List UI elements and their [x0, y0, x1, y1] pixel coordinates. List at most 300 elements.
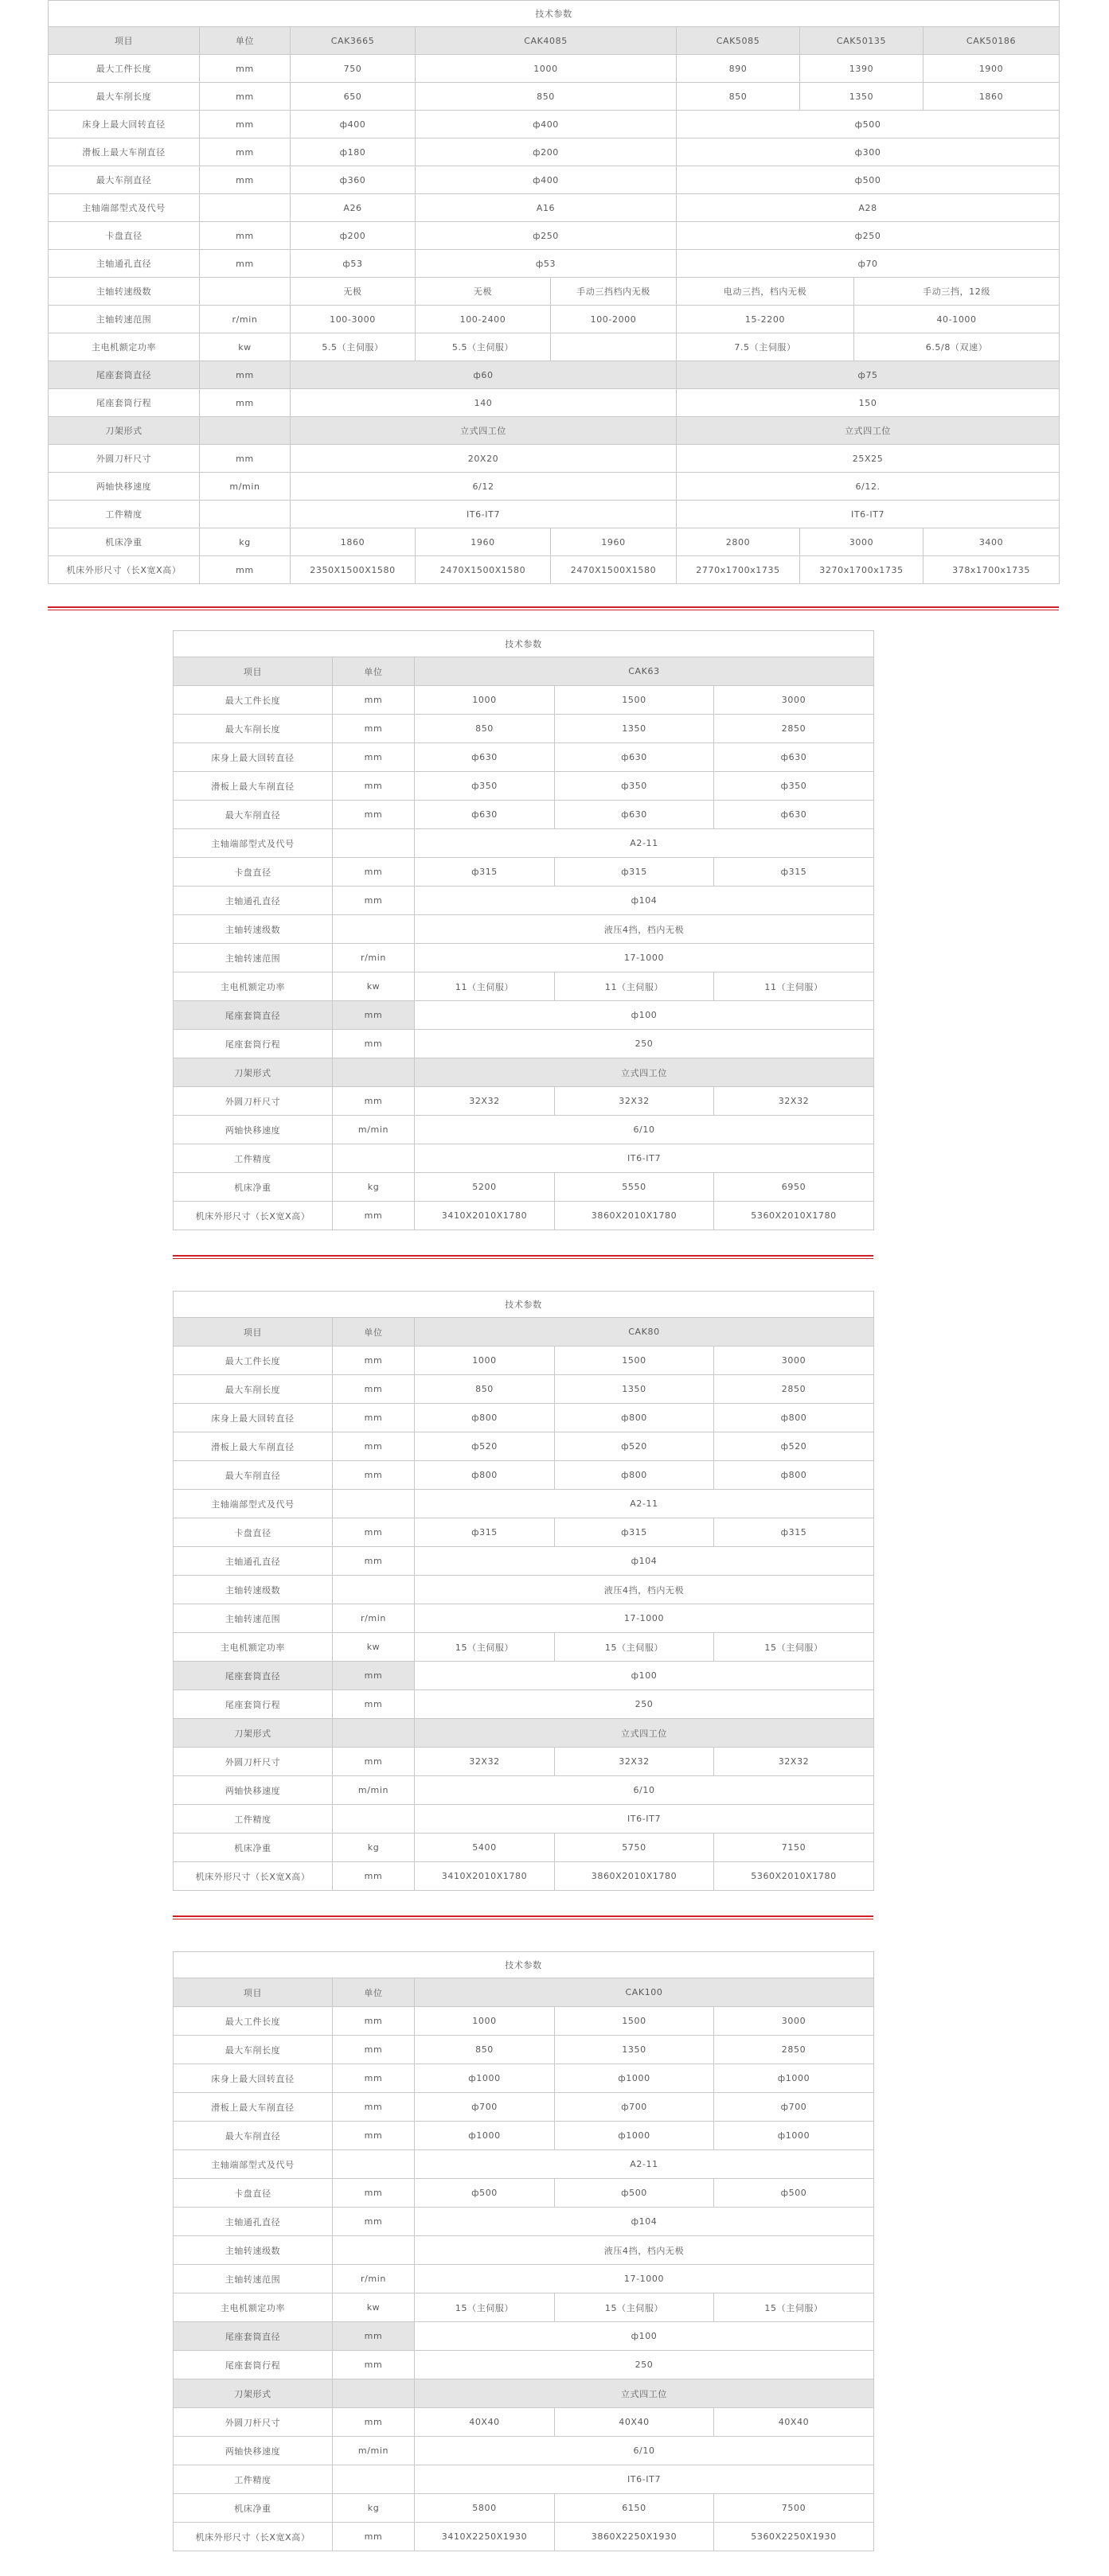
table-header-row [49, 27, 1060, 55]
value-cell: ф200 [291, 222, 416, 250]
value-cell: 3000 [714, 686, 874, 715]
spec-table-4 [173, 1951, 874, 2551]
value-cell: 液压4挡，档内无极 [415, 915, 874, 944]
param-name: 机床净重 [174, 2494, 333, 2523]
param-name: 滑板上最大车削直径 [174, 2093, 333, 2122]
value-cell: ф180 [291, 138, 416, 166]
param-name: 刀架形式 [174, 2379, 333, 2408]
param-name: 尾座套筒直径 [174, 2322, 333, 2351]
param-name: 滑板上最大车削直径 [174, 772, 333, 801]
unit-cell: mm [333, 1862, 415, 1891]
value-cell: 1960 [551, 528, 677, 556]
param-name: 主轴转速级数 [174, 915, 333, 944]
param-name: 最大车削直径 [174, 2122, 333, 2150]
value-cell: 6/10 [415, 2437, 874, 2465]
param-name: 滑板上最大车削直径 [174, 1432, 333, 1461]
unit-cell: r/min [333, 2265, 415, 2293]
table-row [174, 1432, 874, 1461]
value-cell: 2470X1500X1580 [551, 556, 677, 584]
value-cell: 7150 [714, 1834, 874, 1862]
value-cell: IT6-IT7 [677, 501, 1060, 528]
table-row [174, 2322, 874, 2351]
value-cell: 3860X2010X1780 [555, 1202, 714, 1230]
value-cell: 立式四工位 [415, 2379, 874, 2408]
param-name: 主轴转速范围 [174, 1604, 333, 1633]
param-name: 两轴快移速度 [49, 473, 200, 501]
header-cell: CAK50186 [924, 27, 1060, 55]
unit-cell: r/min [333, 1604, 415, 1633]
table-row [174, 2208, 874, 2236]
table-row [49, 166, 1060, 194]
table-row [174, 1346, 874, 1375]
table-title: 技术参数 [174, 631, 874, 657]
value-cell: 250 [415, 2351, 874, 2379]
unit-cell: mm [333, 1202, 415, 1230]
param-name: 主电机额定功率 [49, 333, 200, 361]
param-name: 工件精度 [174, 2465, 333, 2494]
value-cell: ф500 [555, 2179, 714, 2208]
unit-cell [333, 1805, 415, 1834]
value-cell: ф315 [415, 858, 555, 887]
unit-cell: kg [200, 528, 291, 556]
unit-cell: mm [333, 686, 415, 715]
value-cell: 2850 [714, 715, 874, 743]
value-cell: 6150 [555, 2494, 714, 2523]
table-row [174, 2093, 874, 2122]
table-row [174, 2293, 874, 2322]
value-cell: ф70 [677, 250, 1060, 278]
unit-cell [333, 1058, 415, 1087]
value-cell: 5800 [415, 2494, 555, 2523]
table-row [174, 1001, 874, 1030]
value-cell: 40X40 [555, 2408, 714, 2437]
param-name: 尾座套筒行程 [174, 1030, 333, 1058]
value-cell: 5200 [415, 1173, 555, 1202]
value-cell: ф500 [677, 166, 1060, 194]
value-cell: ф104 [415, 2208, 874, 2236]
table-row [49, 333, 1060, 361]
value-cell: 3860X2250X1930 [555, 2523, 714, 2551]
param-name: 主电机额定功率 [174, 972, 333, 1001]
header-cell: 项目 [174, 1978, 333, 2007]
table-row [174, 1748, 874, 1776]
table-row [174, 915, 874, 944]
table-row [174, 1834, 874, 1862]
table-title: 技术参数 [49, 1, 1060, 27]
value-cell: 1350 [555, 715, 714, 743]
value-cell: ф800 [415, 1404, 555, 1432]
param-name: 尾座套筒直径 [174, 1662, 333, 1690]
table-row [49, 389, 1060, 417]
value-cell: 850 [677, 83, 800, 111]
unit-cell: mm [200, 83, 291, 111]
param-name: 机床净重 [174, 1173, 333, 1202]
param-name: 刀架形式 [174, 1719, 333, 1748]
param-name: 工件精度 [49, 501, 200, 528]
value-cell: 11（主伺服） [555, 972, 714, 1001]
table-row [174, 1862, 874, 1891]
table-row [174, 2265, 874, 2293]
value-cell: A2-11 [415, 1490, 874, 1518]
value-cell: IT6-IT7 [291, 501, 677, 528]
value-cell: 3860X2010X1780 [555, 1862, 714, 1891]
value-cell: A16 [416, 194, 677, 222]
value-cell: A2-11 [415, 2150, 874, 2179]
param-name: 主轴端部型式及代号 [174, 1490, 333, 1518]
unit-cell: mm [333, 1375, 415, 1404]
value-cell: 6.5/8（双速） [854, 333, 1060, 361]
unit-cell: r/min [333, 944, 415, 972]
value-cell: 15（主伺服） [415, 2293, 555, 2322]
table-row [49, 250, 1060, 278]
value-cell: 11（主伺服） [415, 972, 555, 1001]
value-cell: 15（主伺服） [415, 1633, 555, 1662]
unit-cell: mm [333, 1690, 415, 1719]
value-cell: 液压4挡，档内无极 [415, 2236, 874, 2265]
table-row [49, 501, 1060, 528]
value-cell: 32X32 [415, 1087, 555, 1116]
unit-cell: mm [333, 2122, 415, 2150]
value-cell: 2850 [714, 1375, 874, 1404]
value-cell: 3000 [714, 2007, 874, 2036]
param-name: 机床净重 [49, 528, 200, 556]
header-cell: CAK80 [415, 1318, 874, 1346]
unit-cell: mm [200, 111, 291, 138]
unit-cell: mm [333, 1662, 415, 1690]
table-row [174, 801, 874, 829]
value-cell: 1860 [291, 528, 416, 556]
table-row [174, 1690, 874, 1719]
param-name: 工件精度 [174, 1144, 333, 1173]
value-cell: 32X32 [555, 1748, 714, 1776]
table-header-row [174, 657, 874, 686]
param-name: 最大工件长度 [49, 55, 200, 83]
table-row [174, 2351, 874, 2379]
table-row [174, 1518, 874, 1547]
param-name: 主轴端部型式及代号 [49, 194, 200, 222]
unit-cell: mm [333, 1518, 415, 1547]
table-row [174, 1776, 874, 1805]
value-cell: ф350 [415, 772, 555, 801]
value-cell: ф630 [415, 801, 555, 829]
value-cell: 890 [677, 55, 800, 83]
spec-table-2 [173, 630, 874, 1230]
param-name: 两轴快移速度 [174, 1776, 333, 1805]
value-cell: 1350 [555, 1375, 714, 1404]
value-cell: 立式四工位 [415, 1719, 874, 1748]
value-cell: ф1000 [555, 2064, 714, 2093]
value-cell: 17-1000 [415, 2265, 874, 2293]
value-cell: ф315 [555, 1518, 714, 1547]
table-row [174, 1461, 874, 1490]
param-name: 机床外形尺寸（长X宽X高） [49, 556, 200, 584]
value-cell: 5400 [415, 1834, 555, 1862]
param-name: 卡盘直径 [49, 222, 200, 250]
table-row [174, 715, 874, 743]
unit-cell [333, 1719, 415, 1748]
value-cell: 1000 [415, 686, 555, 715]
table-row [174, 1202, 874, 1230]
value-cell: ф630 [714, 743, 874, 772]
value-cell: 无极 [291, 278, 416, 306]
value-cell: 5360X2010X1780 [714, 1862, 874, 1891]
value-cell: ф800 [714, 1404, 874, 1432]
value-cell: 2850 [714, 2036, 874, 2064]
value-cell: ф104 [415, 887, 874, 915]
table-row [49, 194, 1060, 222]
unit-cell: mm [333, 2064, 415, 2093]
value-cell: 3400 [924, 528, 1060, 556]
value-cell: 15-2200 [677, 306, 854, 333]
table-row [49, 306, 1060, 333]
table-row [174, 887, 874, 915]
value-cell: 250 [415, 1030, 874, 1058]
value-cell: 1960 [416, 528, 551, 556]
param-name: 刀架形式 [174, 1058, 333, 1087]
value-cell: 3410X2250X1930 [415, 2523, 555, 2551]
value-cell: ф104 [415, 1547, 874, 1576]
param-name: 主轴通孔直径 [174, 1547, 333, 1576]
param-name: 床身上最大回转直径 [49, 111, 200, 138]
value-cell: 378x1700x1735 [924, 556, 1060, 584]
value-cell: 5550 [555, 1173, 714, 1202]
param-name: 机床外形尺寸（长X宽X高） [174, 2523, 333, 2551]
value-cell: ф100 [415, 1662, 874, 1690]
param-name: 尾座套筒行程 [174, 1690, 333, 1719]
value-cell: ф500 [415, 2179, 555, 2208]
unit-cell: mm [200, 138, 291, 166]
table-row [49, 138, 1060, 166]
value-cell: 手动三挡，12级 [854, 278, 1060, 306]
unit-cell: kw [333, 1633, 415, 1662]
value-cell: 850 [415, 715, 555, 743]
param-name: 最大车削长度 [174, 715, 333, 743]
value-cell: ф1000 [714, 2064, 874, 2093]
value-cell: ф630 [714, 801, 874, 829]
red-divider [173, 1255, 873, 1259]
value-cell: IT6-IT7 [415, 2465, 874, 2494]
unit-cell: mm [200, 222, 291, 250]
header-cell: 项目 [49, 27, 200, 55]
value-cell: 立式四工位 [677, 417, 1060, 445]
table-title: 技术参数 [174, 1292, 874, 1318]
param-name: 尾座套筒直径 [174, 1001, 333, 1030]
param-name: 主轴通孔直径 [174, 2208, 333, 2236]
unit-cell: mm [333, 2036, 415, 2064]
value-cell: ф400 [416, 166, 677, 194]
unit-cell: mm [200, 55, 291, 83]
value-cell: 6/12. [677, 473, 1060, 501]
table-row [174, 1719, 874, 1748]
table-row [174, 2036, 874, 2064]
value-cell: 1350 [800, 83, 924, 111]
param-name: 主轴转速级数 [174, 2236, 333, 2265]
value-cell: ф350 [714, 772, 874, 801]
unit-cell: mm [333, 1346, 415, 1375]
param-name: 外圆刀杆尺寸 [174, 1748, 333, 1776]
param-name: 最大车削直径 [174, 1461, 333, 1490]
value-cell: 250 [415, 1690, 874, 1719]
unit-cell: mm [333, 2179, 415, 2208]
table-row [174, 2007, 874, 2036]
value-cell: 3270x1700x1735 [800, 556, 924, 584]
value-cell: 5.5（主伺服） [416, 333, 551, 361]
value-cell: ф800 [415, 1461, 555, 1490]
param-name: 主轴端部型式及代号 [174, 2150, 333, 2179]
value-cell: 5.5（主伺服） [291, 333, 416, 361]
value-cell: ф1000 [555, 2122, 714, 2150]
table-row [174, 1375, 874, 1404]
unit-cell [200, 194, 291, 222]
unit-cell: m/min [200, 473, 291, 501]
table-row [174, 972, 874, 1001]
param-name: 主电机额定功率 [174, 2293, 333, 2322]
value-cell: ф500 [677, 111, 1060, 138]
table-row [174, 1116, 874, 1144]
unit-cell: mm [200, 361, 291, 389]
value-cell: ф500 [714, 2179, 874, 2208]
header-cell: CAK5085 [677, 27, 800, 55]
unit-cell: mm [333, 2007, 415, 2036]
table-row [49, 528, 1060, 556]
value-cell: 6/10 [415, 1776, 874, 1805]
unit-cell [333, 915, 415, 944]
value-cell: 6/12 [291, 473, 677, 501]
header-cell: 项目 [174, 657, 333, 686]
value-cell: ф60 [291, 361, 677, 389]
unit-cell: mm [333, 1461, 415, 1490]
unit-cell: mm [333, 2408, 415, 2437]
unit-cell: mm [333, 1087, 415, 1116]
value-cell: 立式四工位 [415, 1058, 874, 1087]
value-cell: ф360 [291, 166, 416, 194]
param-name: 尾座套筒行程 [49, 389, 200, 417]
param-name: 主电机额定功率 [174, 1633, 333, 1662]
unit-cell: m/min [333, 1116, 415, 1144]
value-cell: ф700 [714, 2093, 874, 2122]
param-name: 主轴转速范围 [49, 306, 200, 333]
header-cell: CAK100 [415, 1978, 874, 2007]
header-cell: 单位 [200, 27, 291, 55]
value-cell: ф1000 [415, 2122, 555, 2150]
value-cell: ф800 [714, 1461, 874, 1490]
value-cell: 1350 [555, 2036, 714, 2064]
unit-cell [333, 1576, 415, 1604]
value-cell: ф700 [415, 2093, 555, 2122]
table-row [49, 473, 1060, 501]
table-row [174, 1662, 874, 1690]
value-cell: 1900 [924, 55, 1060, 83]
param-name: 两轴快移速度 [174, 1116, 333, 1144]
table-row [174, 2064, 874, 2093]
table-header-row [174, 1318, 874, 1346]
unit-cell [333, 2236, 415, 2265]
param-name: 床身上最大回转直径 [174, 1404, 333, 1432]
table-row [174, 2437, 874, 2465]
param-name: 尾座套筒行程 [174, 2351, 333, 2379]
value-cell: ф520 [555, 1432, 714, 1461]
unit-cell [200, 501, 291, 528]
value-cell: 40X40 [415, 2408, 555, 2437]
table-row [174, 829, 874, 858]
param-name: 最大车削长度 [174, 2036, 333, 2064]
param-name: 主轴转速级数 [174, 1576, 333, 1604]
unit-cell [333, 1144, 415, 1173]
unit-cell: kg [333, 1834, 415, 1862]
table-row [174, 2465, 874, 2494]
value-cell: 650 [291, 83, 416, 111]
unit-cell: mm [200, 389, 291, 417]
unit-cell: mm [333, 1001, 415, 1030]
table-row [49, 222, 1060, 250]
unit-cell: kw [200, 333, 291, 361]
unit-cell: mm [333, 772, 415, 801]
value-cell: 无极 [416, 278, 551, 306]
param-name: 外圆刀杆尺寸 [174, 1087, 333, 1116]
param-name: 主轴转速范围 [174, 944, 333, 972]
param-name: 最大车削长度 [174, 1375, 333, 1404]
value-cell: 1860 [924, 83, 1060, 111]
param-name: 卡盘直径 [174, 1518, 333, 1547]
value-cell: ф100 [415, 2322, 874, 2351]
value-cell: 2800 [677, 528, 800, 556]
table-row [174, 1058, 874, 1087]
table-header-row [174, 1978, 874, 2007]
unit-cell: mm [200, 250, 291, 278]
value-cell: ф250 [416, 222, 677, 250]
value-cell: ф75 [677, 361, 1060, 389]
value-cell: 液压4挡，档内无极 [415, 1576, 874, 1604]
unit-cell: mm [200, 556, 291, 584]
red-divider [48, 606, 1059, 610]
unit-cell: mm [333, 1404, 415, 1432]
param-name: 最大车削直径 [49, 166, 200, 194]
value-cell: 100-3000 [291, 306, 416, 333]
value-cell: 850 [416, 83, 677, 111]
value-cell: 150 [677, 389, 1060, 417]
param-name: 外圆刀杆尺寸 [49, 445, 200, 473]
value-cell: 6950 [714, 1173, 874, 1202]
value-cell: 1000 [415, 1346, 555, 1375]
table-row [49, 278, 1060, 306]
param-name: 主轴转速范围 [174, 2265, 333, 2293]
header-cell: 单位 [333, 1318, 415, 1346]
value-cell: 立式四工位 [291, 417, 677, 445]
param-name: 卡盘直径 [174, 858, 333, 887]
param-name: 卡盘直径 [174, 2179, 333, 2208]
table-row [174, 944, 874, 972]
unit-cell: mm [333, 715, 415, 743]
value-cell: 32X32 [555, 1087, 714, 1116]
value-cell: 32X32 [714, 1087, 874, 1116]
value-cell: ф300 [677, 138, 1060, 166]
param-name: 尾座套筒直径 [49, 361, 200, 389]
param-name: 刀架形式 [49, 417, 200, 445]
unit-cell: mm [333, 2351, 415, 2379]
unit-cell: mm [333, 801, 415, 829]
value-cell: 手动三挡档内无极 [551, 278, 677, 306]
table-row [174, 1490, 874, 1518]
value-cell: 7500 [714, 2494, 874, 2523]
header-cell: CAK50135 [800, 27, 924, 55]
value-cell: 3000 [714, 1346, 874, 1375]
unit-cell: mm [333, 1748, 415, 1776]
param-name: 机床外形尺寸（长X宽X高） [174, 1202, 333, 1230]
table-row [174, 1805, 874, 1834]
table-row [174, 2379, 874, 2408]
unit-cell: mm [333, 858, 415, 887]
value-cell: ф630 [555, 801, 714, 829]
